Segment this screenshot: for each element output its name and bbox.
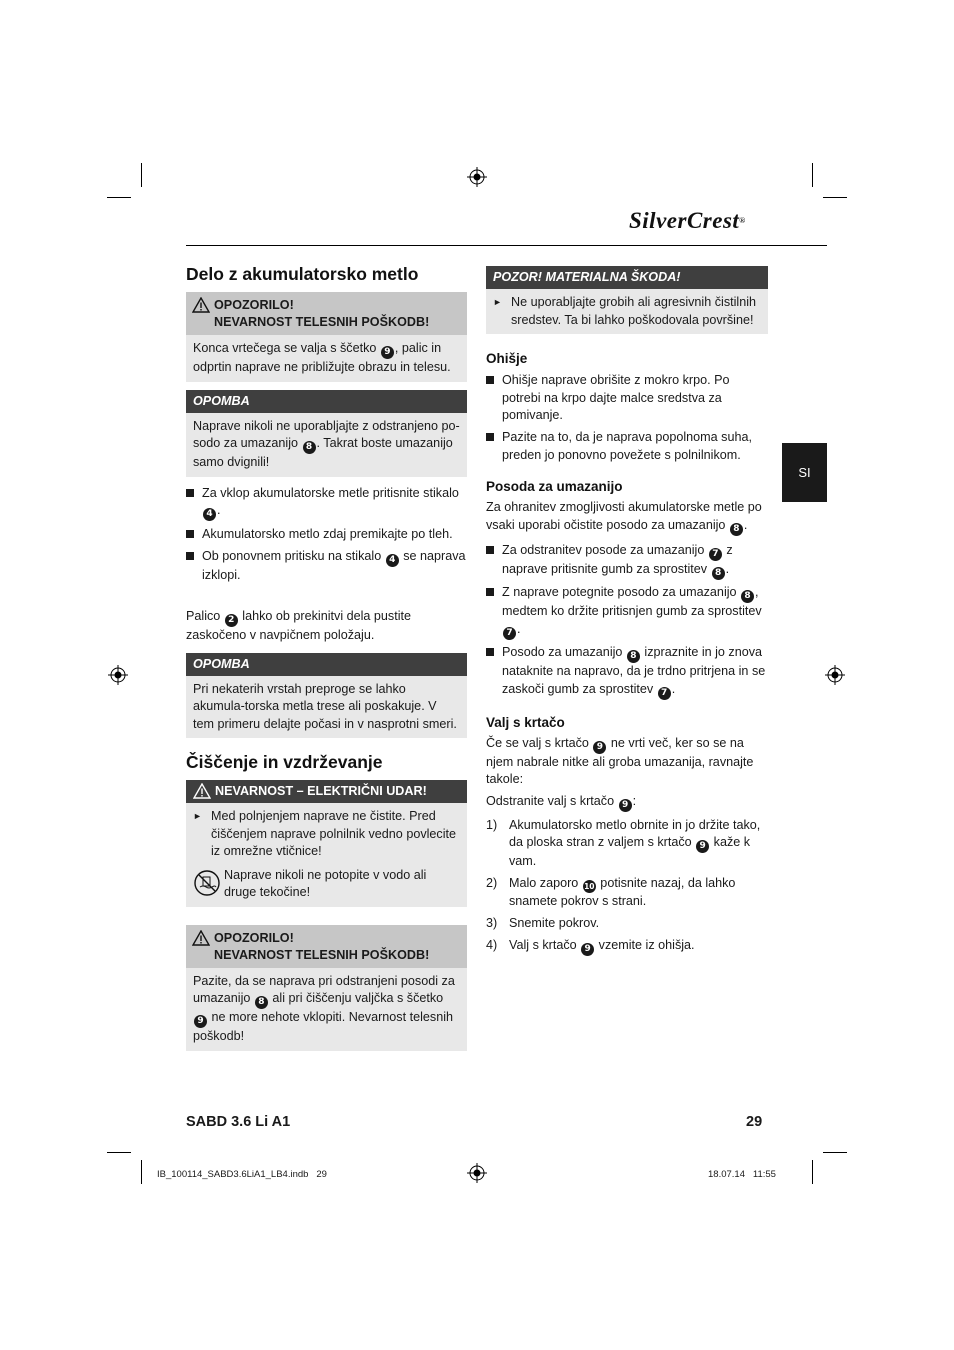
- crop-mark: [107, 197, 131, 198]
- handle-paragraph: Palico 2 lahko ob prekinitvi dela pustite zaskočeno v navpičnem položaju.: [186, 609, 412, 642]
- warning-subtitle: NEVARNOST TELESNIH POŠKODB!: [214, 315, 430, 329]
- list-item: Z naprave potegnite posodo za umazanijo 8 , medtem ko držite pritisnjen gumb za sprostitev 7 .: [486, 584, 768, 640]
- bullet-list: [486, 372, 768, 464]
- paragraph: Če se valj s krtačo 9 ne vrti več, ker so se na njem nabrale nitke ali groba umazanija, ravnajte takole:: [486, 735, 754, 786]
- print-slug-date: 18.07.14 11:55: [708, 1169, 776, 1180]
- warning-title: OPOZORILO!: [214, 298, 294, 312]
- no-water-immersion-icon: [193, 869, 221, 897]
- warning-text: Pazite, da se naprava pri odstranjeni posodi za umazanijo 8 ali pri čiščenju valjčka s ščetko 9 ne more nehote vklopiti. Nevarnost telesnih poškodb!: [193, 973, 455, 1043]
- danger-title: NEVARNOST – ELEKTRIČNI UDAR!: [215, 784, 427, 798]
- crop-mark: [141, 163, 142, 187]
- page-number: 29: [746, 1114, 763, 1130]
- list-item: 1) Akumulatorsko metlo obrnite in jo držite tako, da ploska stran z valjem s krtačo 9 kaže k vam.: [486, 817, 761, 868]
- callout-number: 2: [225, 614, 238, 627]
- callout-number: 4: [386, 554, 399, 567]
- crop-mark: [823, 1152, 847, 1153]
- warning-subtitle: NEVARNOST TELESNIH POŠKODB!: [214, 947, 430, 962]
- subsection-title: Ohišje: [486, 351, 528, 366]
- header-rule: [186, 245, 827, 246]
- language-tab: SI: [782, 443, 827, 502]
- caution-title: POZOR! MATERIALNA ŠKODA!: [486, 266, 768, 289]
- crop-mark: [823, 197, 847, 198]
- callout-number: 9: [593, 741, 606, 754]
- list-item: ► Ne uporabljajte grobih ali agresivnih čistilnih sredstev. Ta bi lahko poškodovala površine!: [493, 295, 757, 327]
- danger-box: [186, 780, 467, 907]
- note-box: [186, 390, 467, 477]
- warning-triangle-icon: [193, 783, 211, 799]
- crop-mark: [107, 1152, 131, 1153]
- section-title: Čiščenje in vzdrževanje: [186, 752, 383, 772]
- list-item: ► Med polnjenjem naprave ne čistite. Pred čiščenjem naprave polnilnik vedno povlecite iz omrežne vtičnice!: [193, 809, 457, 858]
- callout-number: 7: [658, 687, 671, 700]
- callout-number: 8: [255, 996, 268, 1009]
- note-title: OPOMBA: [186, 653, 467, 676]
- footer-model: SABD 3.6 Li A1: [186, 1114, 291, 1130]
- crop-mark: [141, 1160, 142, 1184]
- right-column: [486, 266, 768, 961]
- warning-box: [186, 925, 467, 1051]
- callout-number: 8: [303, 441, 316, 454]
- callout-number: 9: [194, 1015, 207, 1028]
- subsection-title: Posoda za umazanijo: [486, 479, 623, 494]
- list-item: 2) Malo zaporo 10 potisnite nazaj, da lahko snamete pokrov s strani.: [486, 876, 736, 908]
- list-item: Ob ponovnem pritisku na stikalo 4 se naprava izklopi.: [186, 548, 467, 585]
- warning-triangle-icon: [192, 930, 210, 946]
- callout-number: 10: [584, 882, 595, 891]
- left-column: [186, 262, 467, 1059]
- list-item: Akumulatorsko metlo zdaj premikajte po tleh.: [186, 526, 467, 544]
- callout-number: 8: [741, 590, 754, 603]
- callout-number: 9: [619, 799, 632, 812]
- bullet-list: [486, 542, 768, 700]
- registration-mark-icon: [108, 665, 128, 685]
- warning-box: [186, 292, 467, 382]
- note-text: Pri nekaterih vrstah preproge se lahko akumula-torska metla trese ali poskakuje. V tem primeru delajte počasi in v nasprotni smeri.: [193, 681, 457, 731]
- warning-triangle-icon: [192, 297, 210, 313]
- list-item: Za odstranitev posode za umazanijo 7 z naprave pritisnite gumb za sprostitev 8 .: [486, 542, 768, 580]
- bullet-list: [186, 485, 467, 585]
- paragraph: Odstranite valj s krtačo 9 :: [486, 794, 637, 810]
- water-warning: Naprave nikoli ne potopite v vodo ali druge tekočine!: [193, 867, 460, 902]
- callout-number: 8: [712, 567, 725, 580]
- section-title: Delo z akumulatorsko metlo: [186, 264, 419, 284]
- list-item: Za vklop akumulatorske metle pritisnite stikalo 4 .: [186, 485, 467, 522]
- callout-number: 9: [696, 840, 709, 853]
- list-item: Posodo za umazanijo 8 izpraznite in jo znova nataknite na napravo, da je trdno pritrjena in se zaskoči gumb za sprostitev 7 .: [486, 644, 768, 700]
- caution-box: [486, 266, 768, 334]
- warning-title: OPOZORILO!: [214, 930, 294, 945]
- crop-mark: [812, 1160, 813, 1184]
- callout-number: 4: [203, 508, 216, 521]
- callout-number: 8: [730, 523, 743, 536]
- registration-mark-icon: [467, 1163, 487, 1183]
- callout-number: 9: [581, 943, 594, 956]
- callout-number: 7: [709, 548, 722, 561]
- subsection-title: Valj s krtačo: [486, 714, 565, 730]
- numbered-list: [486, 817, 768, 957]
- paragraph: Za ohranitev zmogljivosti akumulatorske metle po vsaki uporabi očistite posodo za umazanijo 8 .: [486, 500, 762, 534]
- warning-text: Konca vrtečega se valja s ščetko 9 , palic in odprtin naprave ne približujte obrazu in telesu.: [193, 341, 451, 374]
- registration-mark-icon: [825, 665, 845, 685]
- registration-mark-icon: [467, 167, 487, 187]
- callout-number: 8: [627, 650, 640, 663]
- note-text: Naprave nikoli ne uporabljajte z odstranjeno po-sodo za umazanijo 8 . Takrat boste umazanijo samo dvignili!: [193, 418, 460, 469]
- print-slug-file: IB_100114_SABD3.6LiA1_LB4.indb 29: [157, 1169, 327, 1180]
- list-item: 4) Valj s krtačo 9 vzemite iz ohišja.: [486, 938, 695, 954]
- callout-number: 7: [503, 627, 516, 640]
- list-item: Pazite na to, da je naprava popolnoma suha, preden jo ponovno povežete s polnilnikom.: [486, 429, 768, 464]
- note-box: [186, 653, 467, 739]
- callout-number: 9: [381, 346, 394, 359]
- list-item: Ohišje naprave obrišite z mokro krpo. Po potrebi na krpo dajte malce sredstva za pomivanje.: [486, 372, 768, 425]
- note-title: OPOMBA: [186, 390, 467, 413]
- crop-mark: [812, 163, 813, 187]
- list-item: 3) Snemite pokrov.: [486, 916, 600, 930]
- brand-logo: SilverCrest®: [629, 208, 746, 233]
